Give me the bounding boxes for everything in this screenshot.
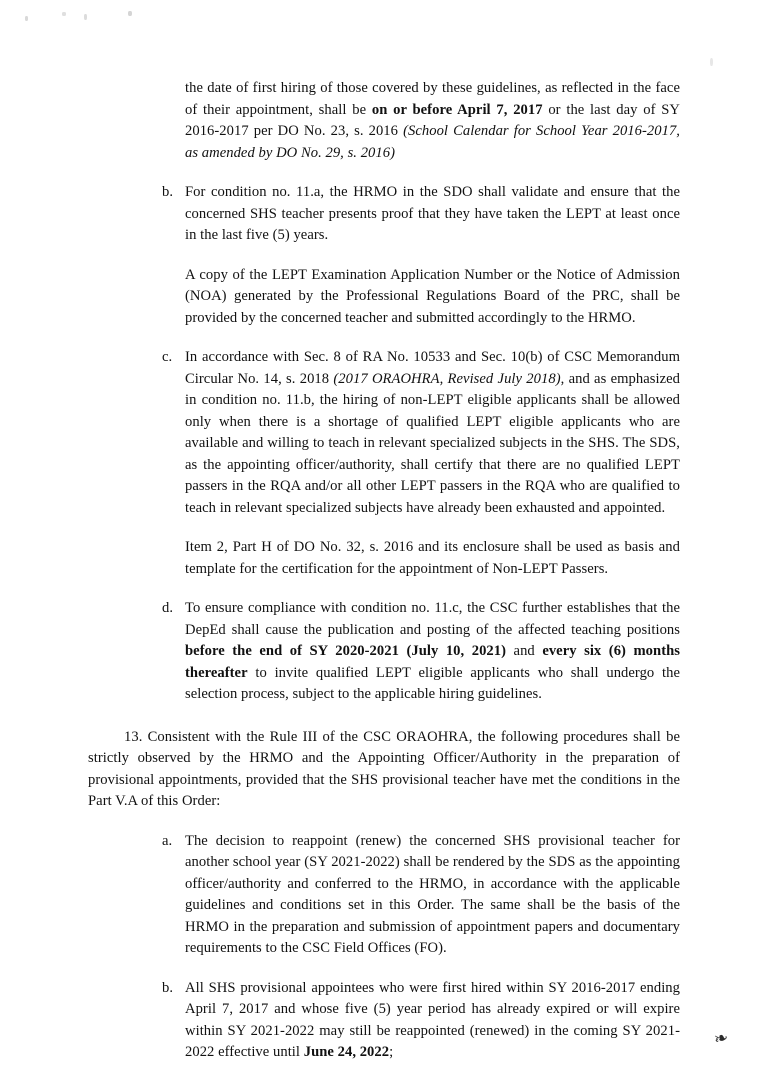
- ink-smudge-mark: ❧: [711, 1027, 731, 1050]
- continuation-paragraph: [88, 78, 680, 164]
- document-body: [88, 78, 680, 1064]
- paragraph-13: [88, 727, 680, 813]
- run-bold: every six (6) months thereafter: [185, 643, 681, 681]
- scan-speckle: [710, 58, 713, 66]
- run-text: A copy of the LEPT Examination Application Number or the Notice of Admission (NOA) generated by the Professional Regulations Board of the PRC, shall be provided by the concerned teacher and submitted accordingly to the HRMO.: [185, 266, 680, 326]
- run-text: The decision to reappoint (renew) the concerned SHS provisional teacher for another school year (SY 2021-2022) shall be rendered by the SDS as the appointing officer/authority and conferred to the HRMO, in accordance with the applicable guidelines and conditions set in this Order. The same shall be the basis of the HRMO in the preparation and submission of appointment papers and documentary requirements to the CSC Field Offices (FO).: [185, 832, 680, 956]
- list-marker: a.: [162, 832, 173, 849]
- run-text: ;: [389, 1044, 394, 1060]
- list-marker: b.: [162, 184, 174, 200]
- list-marker: c.: [162, 349, 173, 365]
- scan-speckle: [25, 16, 28, 21]
- item-c-non-lept-hiring: [88, 347, 680, 519]
- run-text: and: [506, 643, 543, 659]
- run-bold: on or before April 7, 2017: [371, 101, 543, 118]
- run-text: , and as emphasized in condition no. 11.b, the hiring of non-LEPT eligible applicants shall be allowed only when there is a shortage of qualified LEPT eligible applicants who are available and willing to teach in relevant specialized subjects in the SHS. The SDS, as the appointing officer/authority, shall certify that there are no qualified LEPT passers in the RQA and/or all other LEPT passers in the RQA who are qualified to teach in relevant specialized subjects have already been exhausted and appointed.: [185, 370, 680, 516]
- run-text: For condition no. 11.a, the HRMO in the SDO shall validate and ensure that the concerned SHS teacher presents proof that they have taken the LEPT at least once in the last five (5) years.: [185, 184, 680, 243]
- run-italic: (2017 ORAOHRA, Revised July 2018): [333, 370, 561, 387]
- run-text: Item 2, Part H of DO No. 32, s. 2016 and its enclosure shall be used as basis and template for the certification for the appointment of Non-LEPT Passers.: [185, 539, 680, 577]
- list-marker: b.: [162, 979, 174, 996]
- item-b-second-paragraph: [88, 265, 680, 330]
- run-text: to invite qualified LEPT eligible applicants who shall undergo the selection process, subject to the applicable hiring guidelines.: [185, 664, 680, 702]
- item-b-first-hired-2016-2017: [88, 978, 680, 1064]
- run-text: the date of first hiring of those covered by these guidelines, as reflected in the face of their appointment, shall be: [185, 80, 680, 118]
- run-bold: June 24, 2022: [303, 1044, 390, 1060]
- scan-speckle: [62, 12, 66, 16]
- item-d-publication-posting: [88, 598, 680, 706]
- scan-speckle: [84, 14, 87, 20]
- item-c-second-paragraph: [88, 537, 680, 580]
- run-text: 13. Consistent with the Rule III of the CSC ORAOHRA, the following procedures shall be strictly observed by the HRMO and the Appointing Officer/Authority in the preparation of provisional appointments, provided that the SHS provisional teacher have met the conditions in the Part V.A of this Order:: [88, 728, 680, 809]
- run-text: To ensure compliance with condition no. 11.c, the CSC further establishes that the DepEd shall cause the publication and posting of the affected teaching positions: [185, 600, 680, 638]
- item-b-condition-11a: [88, 182, 680, 247]
- scan-speckle: [128, 11, 132, 16]
- run-text: or the last day of SY 2016-2017 per DO No. 23, s. 2016: [185, 101, 680, 139]
- run-text: In accordance with Sec. 8 of RA No. 10533 and Sec. 10(b) of CSC Memorandum Circular No. 14, s. 2018: [185, 349, 680, 387]
- run-bold: before the end of SY 2020-2021 (July 10, 2021): [185, 643, 507, 659]
- list-marker: d.: [162, 600, 174, 616]
- run-italic: (School Calendar for School Year 2016-2017, as amended by DO No. 29, s. 2016): [185, 123, 680, 161]
- item-a-reappointment-decision: [88, 831, 680, 960]
- run-text: All SHS provisional appointees who were first hired within SY 2016-2017 ending April 7, 2017 and whose five (5) year period has already expired or will expire within SY 2021-2022 may still be reappointed (renewed) in the coming SY 2021-2022 effective until: [185, 979, 680, 1060]
